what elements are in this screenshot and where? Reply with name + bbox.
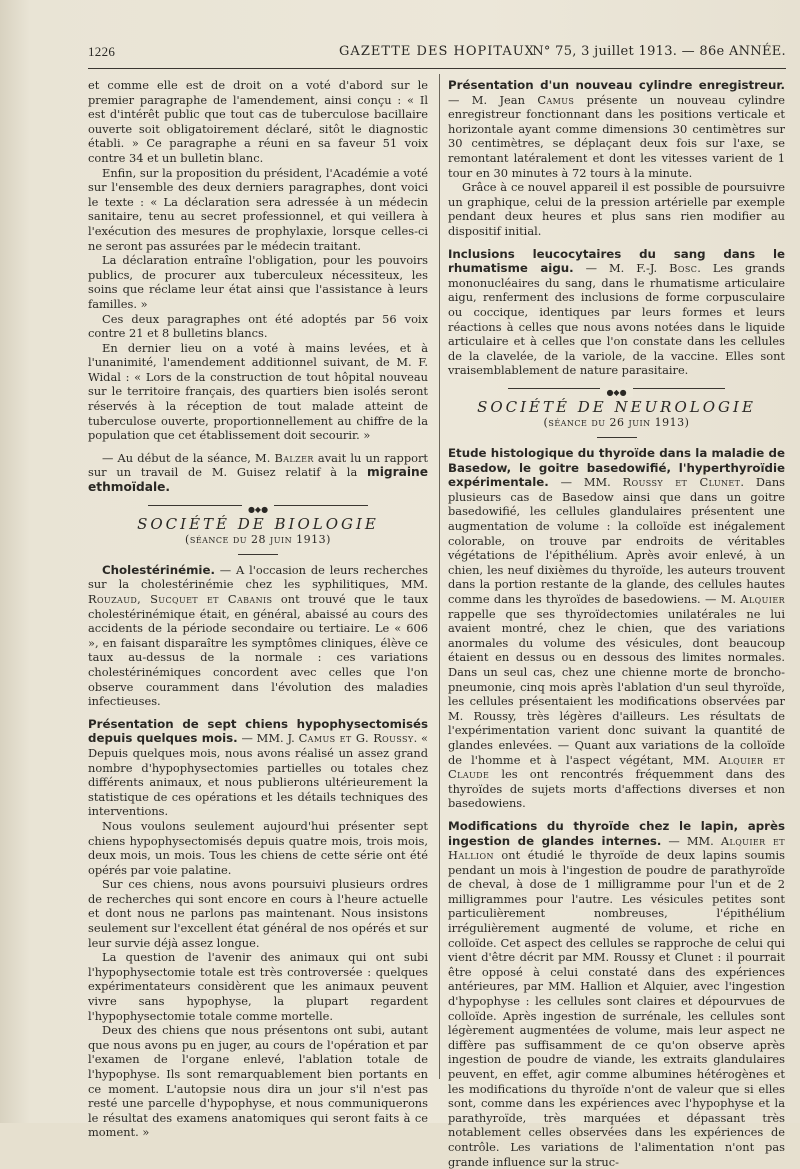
article-heading: Etude histologique du thyroïde dans la maladie de Basedow, le goitre basedowifié, l'hyperthyroïdie expérimentale. (448, 446, 785, 490)
right-column (448, 78, 786, 1169)
paragraph: La déclaration entraîne l'obligation, pour les pouvoirs publics, de procurer aux tuberculeux nécessiteux, les soins que réclame leur état ainsi que l'assistance à leurs familles. » (88, 253, 428, 311)
short-rule (597, 437, 637, 438)
short-rule (238, 554, 278, 555)
article-heading: Modifications du thyroïde chez le lapin, après ingestion de glandes internes. (448, 818, 785, 848)
article-heading: Présentation d'un nouveau cylindre enregistreur. (448, 78, 785, 92)
paragraph: — Au début de la séance, M. Balzer avait lu un rapport sur un travail de M. Guisez relatif à la migraine ethmoïdale. (88, 450, 428, 495)
left-column (88, 78, 428, 1140)
article-paragraph: Cholestérinémie. — A l'occasion de leurs recherches sur la cholestérinémie chez les syphilitiques, MM. Rouzaud, Sucquet et Cabanis ont trouvé que le taux cholestérinémique était, en général, abaissé au cours des accidents de la période secondaire ou tertiaire. Le « 606 », en faisant disparaître les symptômes cliniques, élève ce taux au-dessus de la normale : ces variations cholestérinémiques concordent avec celles que l'on observe couramment dans l'évolution des maladies infectieuses. (88, 562, 428, 709)
paragraph: La question de l'avenir des animaux qui ont subi l'hypophysectomie totale est très controversée : quelques expérimentateurs considèrent que les animaux peuvent vivre sans hypophyse, la plupart regardent l'hypophysectomie totale comme mortelle. (88, 950, 428, 1023)
session-date: (séance du 28 juin 1913) (185, 533, 331, 547)
header-rule (88, 68, 786, 69)
article-heading: Présentation de sept chiens hypophysectomisés depuis quelques mois. (88, 716, 428, 746)
paragraph: Enfin, sur la proposition du président, l'Académie a voté sur l'ensemble des deux derniers paragraphes, dont voici le texte : « La déclaration sera adressée à un médecin sanitaire, tenu au secret professionnel, et qui veillera à l'exécution des mesures de prophylaxie, lorsque celles-ci ne seront pas assurées par le médecin traitant. (88, 165, 428, 253)
paragraph: Grâce à ce nouvel appareil il est possible de poursuivre un graphique, celui de la pression artérielle par exemple pendant deux heures et plus sans rien modifier au dispositif initial. (448, 180, 785, 238)
column-divider (439, 74, 440, 1079)
issue-info: N° 75, 3 juillet 1913. — 86e ANNÉE. (532, 44, 786, 59)
article-paragraph: Présentation d'un nouveau cylindre enregistreur. — M. Jean Camus présente un nouveau cylindre enregistreur fonctionnant dans les positions verticale et horizontale ayant comme dimensions 30 centimètres sur 30 centimètres, se déplaçant deux fois sur l'axe, se remontant latéralement et dont les vitesses varient de 1 tour en 30 minutes à 72 tours à la minute. (448, 78, 785, 180)
article-paragraph: Inclusions leucocytaires du sang dans le rhumatisme aigu. — M. F.-J. Bosc. Les grands mononucléaires du sang, dans le rhumatisme articulaire aigu, renferment des inclusions de forme corpusculaire ou coccique, identiques par leurs formes et leurs réactions à celles que nous avons notées dans le liquide articulaire et à celles que l'on constate dans les cellules de la clavelée, de la variole, de la vaccine. Elles sont vraisemblablement de nature parasitaire. (448, 246, 785, 378)
section-title: SOCIÉTÉ DE NEUROLOGIE (477, 397, 756, 416)
article-heading: Cholestérinémie. (102, 562, 215, 577)
paragraph: Sur ces chiens, nous avons poursuivi plusieurs ordres de recherches qui sont encore en cours à l'heure actuelle et dont nous ne parlons pas maintenant. Nous insistons seulement sur l'excellent état général de nos opérés et sur leur survie déjà assez longue. (88, 877, 428, 950)
article-paragraph: Etude histologique du thyroïde dans la maladie de Basedow, le goitre basedowifié, l'hyperthyroïdie expérimentale. — MM. Roussy et Clunet. Dans plusieurs cas de Basedow ainsi que dans un goitre basedowifié, les cellules glandulaires présentent une augmentation de volume : la colloïde est inégalement colorable, on trouve par endroits de véritables végétations de l'épithélium. Après avoir enlevé, à un chien, les neuf dixièmes du thyroïde, les auteurs trouvent dans la portion restante de la glande, des cellules hautes comme dans les thyroïdes de basedowiens. — M. Alquier rappelle que ses thyroïdectomies unilatérales ne lui avaient montré, chez le chien, que des variations anormales du volume des vésicules, dont beaucoup étaient en dessus ou en dessous des limites normales. Dans un seul cas, chez une chienne morte de broncho-pneumonie, cinq mois après l'ablation d'un seul thyroïde, les cellules présentaient les modifications observées par M. Roussy, très légères d'ailleurs. Les résultats de l'expérimentation varient donc suivant la quantité de glandes enlevées. — Quant aux variations de la colloïde de l'homme et à l'aspect végétant, MM. Alquier et Claude les ont rencontrés fréquemment dans des thyroïdes de sujets morts d'affections diverses et non basedowiens. (448, 446, 786, 811)
paragraph: Nous voulons seulement aujourd'hui présenter sept chiens hypophysectomisés depuis quatre mois, trois mois, deux mois, un mois. Tous les chiens de cette série ont été opérés par voie palatine. (88, 818, 428, 877)
journal-title: GAZETTE DES HOPITAUX (339, 44, 535, 59)
paragraph: En dernier lieu on a voté à mains levées, et à l'unanimité, l'amendement additionnel suivant, de M. F. Widal : « Lors de la construction de tout hôpital nouveau sur le territoire français, des quartiers bien isolés seront réservés à la réception de tout malade atteint de tuberculose ouverte, proportionnellement au chiffre de la population que cet établissement doit secourir. » (88, 340, 428, 443)
paragraph: et comme elle est de droit on a voté d'abord sur le premier paragraphe de l'amendement, ainsi conçu : « Il est d'intérêt public que tout cas de tuberculose bacillaire ouverte soit obligatoirement déclaré, sitôt le diagnostic établi. » Ce paragraphe a réuni en sa faveur 51 voix contre 34 et un bulletin blanc. (88, 78, 428, 165)
section-title: SOCIÉTÉ DE BIOLOGIE (137, 514, 379, 533)
ornament-divider: ●◆● (448, 384, 785, 392)
session-date: (séance du 26 juin 1913) (543, 416, 690, 430)
page-number: 1226 (88, 44, 116, 59)
article-heading: Inclusions leucocytaires du sang dans le rhumatisme aigu. (448, 246, 785, 276)
ornament-divider: ●◆● (88, 501, 428, 509)
paragraph: Ces deux paragraphes ont été adoptés par 56 voix contre 21 et 8 bulletins blancs. (88, 311, 428, 341)
paragraph: Deux des chiens que nous présentons ont subi, autant que nous avons pu en juger, au cours de l'opération et par l'examen de l'organe enlevé, l'ablation totale de l'hypophyse. Ils sont remarquablement bien portants en ce moment. L'autopsie nous dira un jour s'il n'est pas resté une parcelle d'hypophyse, et nous communiquerons le résultat des examens anatomiques qui seront faits à ce moment. » (88, 1023, 428, 1140)
page-header (88, 44, 786, 66)
article-paragraph: Présentation de sept chiens hypophysectomisés depuis quelques mois. — MM. J. Camus et G. Roussy. « Depuis quelques mois, nous avons réalisé un assez grand nombre d'hypophysectomies partielles ou totales chez différents animaux, et nous publierons ultérieurement la statistique de ces opérations et les détails techniques des interventions. (88, 716, 428, 819)
article-paragraph: Modifications du thyroïde chez le lapin, après ingestion de glandes internes. — MM. Alquier et Hallion ont étudié le thyroïde de deux lapins soumis pendant un mois à l'ingestion de poudre de parathyroïde de cheval, à dose de 1 milligramme pour l'un et de 2 milligrammes pour l'autre. Les vésicules petites sont particulièrement nombreuses, l'épithélium irrégulièrement augmenté de volume, et riche en colloïde. Cet aspect des cellules se rapproche de celui qui vient d'être décrit par MM. Roussy et Clunet : il pourrait être opposé à celui constaté dans des expériences antérieures, par MM. Hallion et Alquier, avec l'ingestion d'hypophyse : les cellules sont claires et dépourvues de colloïde. Après ingestion de surrénale, les cellules sont légèrement augmentées de volume, mais leur aspect ne diffère pas suffisamment de ce qu'on observe après ingestion de poudre de viande, les extraits glandulaires peuvent, en effet, agir comme albumines hétérogènes et les modifications du thyroïde n'ont de valeur que si elles sont, comme dans les expériences avec l'hypophyse et la parathyroïde, très marquées et dépassant très notablement celles observées dans les expériences de contrôle. Les variations de l'alimentation n'ont pas grande influence sur la struc- (448, 818, 785, 1169)
